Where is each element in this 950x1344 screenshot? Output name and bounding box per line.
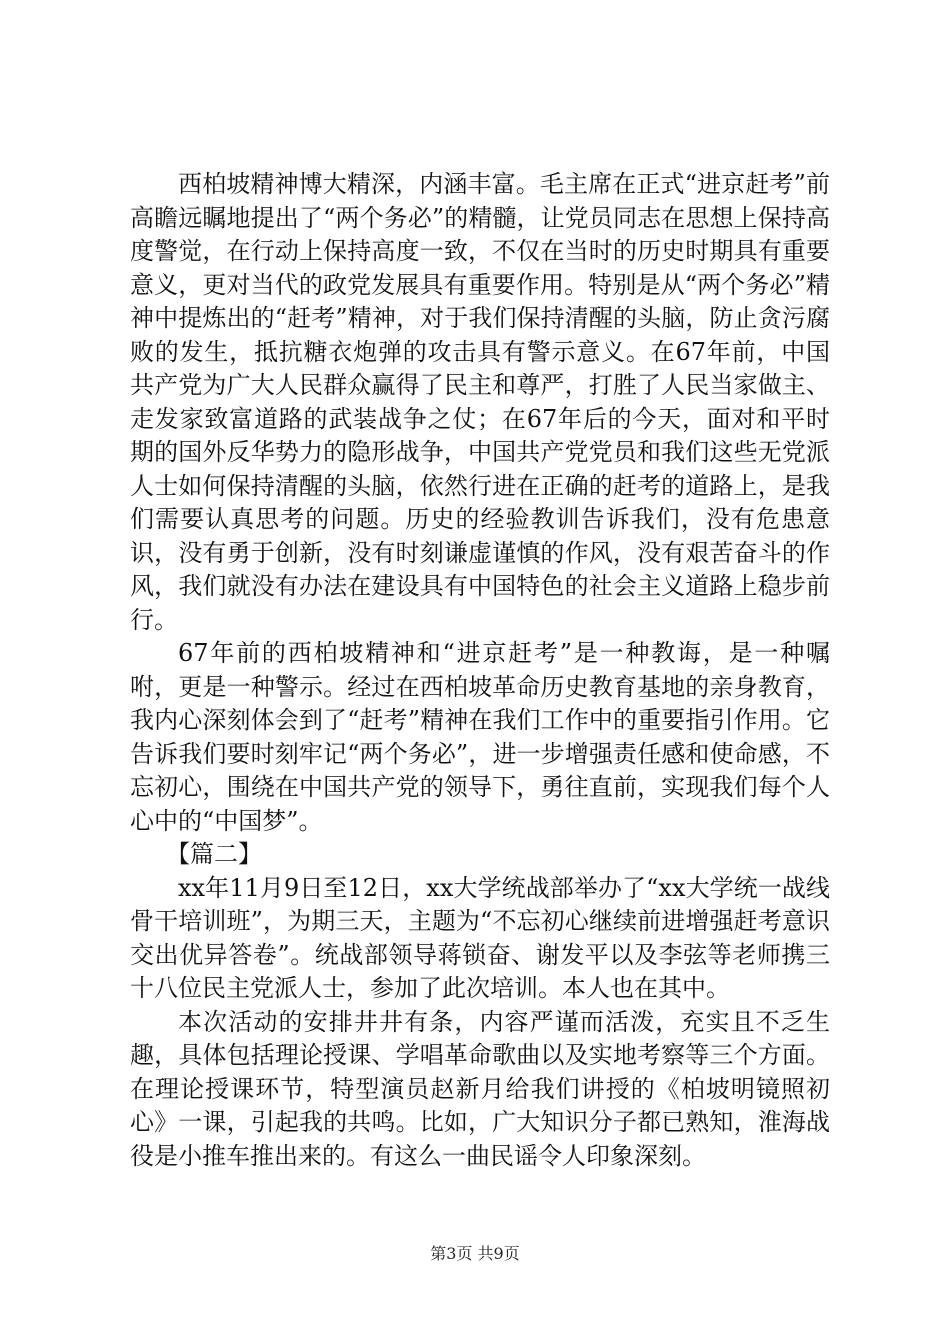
page-footer: 第3页 共9页 xyxy=(430,1244,520,1263)
paragraph-2: 67年前的西柏坡精神和“进京赶考”是一种教诲，是一种嘱咐，更是一种警示。经过在西柏坡革命历史教育基地的亲身教育，我内心深刻体会到了“赶考”精神在我们工作中的重要指引作用。它告诉我们要时刻牢记“两个务必”，进一步增强责任感和使命感，不忘初心，围绕在中国共产党的领导下，勇往直前，实现我们每个人心中的“中国梦”。 xyxy=(130,639,830,835)
document-body xyxy=(130,168,830,1173)
paragraph-1: 西柏坡精神博大精深，内涵丰富。毛主席在正式“进京赶考”前高瞻远瞩地提出了“两个务必”的精髓，让党员同志在思想上保持高度警觉，在行动上保持高度一致，不仅在当时的历史时期具有重要意义，更对当代的政党发展具有重要作用。特别是从“两个务必”精神中提炼出的“赶考”精神，对于我们保持清醒的头脑，防止贪污腐败的发生，抵抗糖衣炮弹的攻击具有警示意义。在67年前，中国共产党为广大人民群众赢得了民主和尊严，打胜了人民当家做主、走发家致富道路的武装战争之仗；在67年后的今天，面对和平时期的国外反华势力的隐形战争，中国共产党党员和我们这些无党派人士如何保持清醒的头脑，依然行进在正确的赶考的道路上，是我们需要认真思考的问题。历史的经验教训告诉我们，没有危患意识，没有勇于创新，没有时刻谦虚谨慎的作风，没有艰苦奋斗的作风，我们就没有办法在建设具有中国特色的社会主义道路上稳步前行。 xyxy=(130,170,830,634)
section-heading: 【篇二】 xyxy=(166,840,262,868)
paragraph-3: xx年11月9日至12日，xx大学统战部举办了“xx大学统一战线骨干培训班”，为期三天，主题为“不忘初心继续前进增强赶考意识交出优异答卷”。统战部领导蒋锁奋、谢发平以及李弦等老师携三十八位民主党派人士，参加了此次培训。本人也在其中。 xyxy=(130,873,830,1002)
paragraph-4: 本次活动的安排井井有条，内容严谨而活泼，充实且不乏生趣，具体包括理论授课、学唱革命歌曲以及实地考察等三个方面。在理论授课环节，特型演员赵新月给我们讲授的《柏坡明镜照初心》一课，引起我的共鸣。比如，广大知识分子都已熟知，淮海战役是小推车推出来的。有这么一曲民谣令人印象深刻。 xyxy=(130,1007,830,1170)
